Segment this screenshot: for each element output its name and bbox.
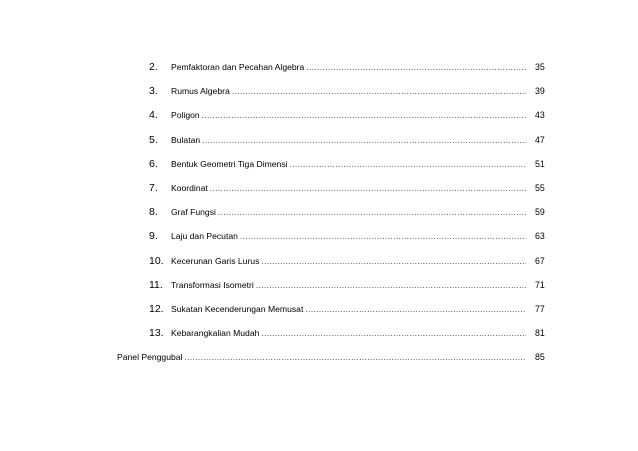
toc-entry (0, 224, 638, 248)
dot-leader (184, 352, 526, 362)
toc-entry-title: Koordinat (171, 183, 208, 194)
toc-entry (0, 79, 638, 103)
dot-leader (240, 231, 526, 241)
dot-leader (261, 256, 526, 266)
toc-entry-title: Kebarangkalian Mudah (171, 328, 260, 339)
toc-entry (0, 176, 638, 200)
toc-entry-number: 4. (149, 109, 158, 122)
toc-entry-panel (0, 345, 638, 369)
toc-entry-page: 39 (535, 86, 545, 97)
toc-entry-number: 10. (149, 254, 164, 267)
toc-entry-number: 3. (149, 85, 158, 98)
dot-leader (290, 159, 526, 169)
toc-entry (0, 103, 638, 127)
toc-entry-title: Transformasi Isometri (171, 279, 254, 290)
toc-entry-title: Bentuk Geometri Tiga Dimensi (171, 158, 288, 169)
toc-entry-page: 55 (535, 183, 545, 194)
dot-leader (202, 110, 526, 120)
toc-entry-number: 8. (149, 206, 158, 219)
toc-entry-number: 7. (149, 182, 158, 195)
toc-entry (0, 249, 638, 273)
toc-entry-page: 63 (535, 231, 545, 242)
dot-leader (210, 183, 526, 193)
toc-entry-title: Poligon (171, 110, 200, 121)
toc-entry-page: 59 (535, 207, 545, 218)
toc-entry (0, 273, 638, 297)
dot-leader (261, 328, 526, 338)
dot-leader (306, 62, 526, 72)
toc-entry-page: 67 (535, 255, 545, 266)
toc-entry-number: 9. (149, 230, 158, 243)
toc-entry-title: Pemfaktoran dan Pecahan Algebra (171, 62, 305, 73)
toc-entry-title: Bulatan (171, 134, 201, 145)
toc-entry-page: 71 (535, 279, 545, 290)
dot-leader (232, 86, 526, 96)
toc-entry-page: 35 (535, 62, 545, 73)
dot-leader (218, 207, 526, 217)
toc-entry-number: 11. (149, 278, 163, 291)
toc-entry-number: 12. (149, 302, 164, 315)
toc-entry-page: 51 (535, 158, 545, 169)
toc-entry-number: 5. (149, 133, 158, 146)
toc-entry-number: 6. (149, 157, 158, 170)
toc-entry-title: Kecerunan Garis Lurus (171, 255, 260, 266)
toc-entry-title: Sukatan Kecenderungan Memusat (171, 303, 304, 314)
toc-entry-number: 13. (149, 327, 164, 340)
dot-leader (202, 135, 526, 145)
toc-entry (0, 55, 638, 79)
dot-leader (256, 280, 526, 290)
toc-entry-page: 85 (535, 352, 545, 363)
toc-entry (0, 297, 638, 321)
table-of-contents (0, 55, 638, 369)
toc-entry-title: Rumus Algebra (171, 86, 230, 97)
toc-entry-page: 43 (535, 110, 545, 121)
dot-leader (305, 304, 526, 314)
toc-entry (0, 200, 638, 224)
toc-entry-title: Laju dan Pecutan (171, 231, 238, 242)
toc-entry (0, 152, 638, 176)
toc-entry-page: 47 (535, 134, 545, 145)
toc-entry (0, 321, 638, 345)
toc-entry-page: 81 (535, 328, 545, 339)
toc-entry-title: Graf Fungsi (171, 207, 216, 218)
toc-entry-page: 77 (535, 303, 545, 314)
toc-entry-number: 2. (149, 61, 158, 74)
toc-entry (0, 128, 638, 152)
toc-entry-title: Panel Penggubal (117, 352, 183, 363)
